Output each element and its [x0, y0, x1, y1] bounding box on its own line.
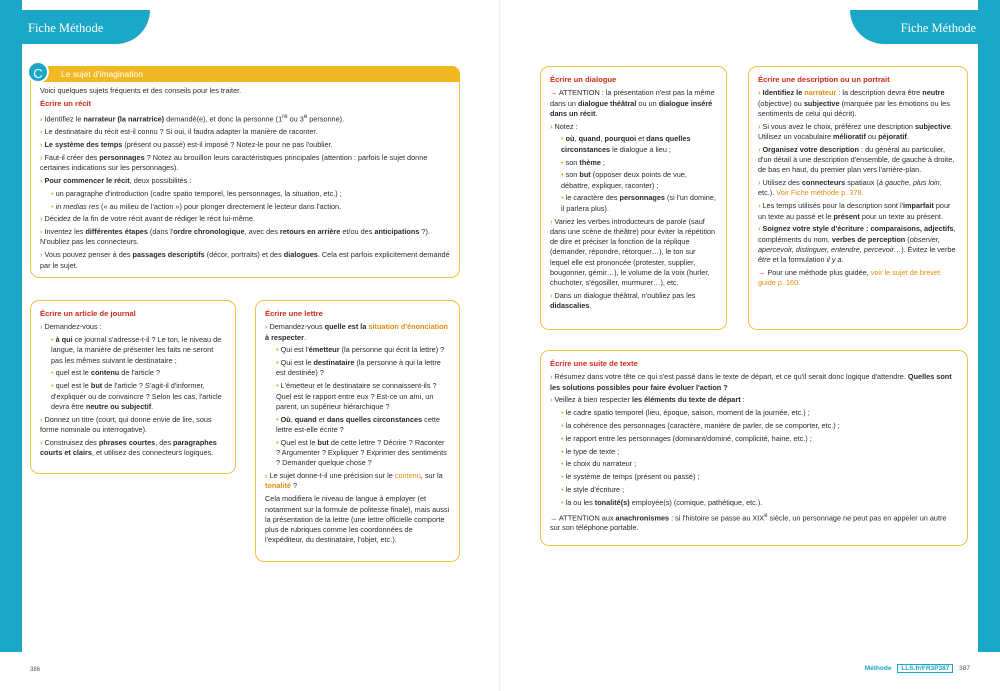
description-heading: Écrire une description ou un portrait [758, 75, 890, 84]
right-footer [865, 665, 970, 672]
left-page-title: Fiche Méthode [28, 21, 104, 35]
right-page-title: Fiche Méthode [900, 21, 976, 35]
left-page-number: 386 [30, 667, 41, 673]
journal-box: Écrire un article de journal › Demandez-vous : • à qui ce journal s'adresse-t-il ? Le ton, le niveau de langue, la manière de présenter les faits ne seront pas les mêmes suivant le destinataire ; • quel est le contenu de l'article ? • quel est le but de l'article ? S'agit-il d'informer, d'expliquer ou de convaincre ? Selon les cas, l'article devra être neutre ou subjectif. › Donnez un titre (court, qui donne envie de lire, sous forme nominale ou interrogative). › Construisez des phrases courtes, des paragraphes courts et clairs, et utilisez des connecteurs logiques. [30, 300, 236, 474]
footer-label: Méthode [864, 665, 892, 672]
dialogue-heading: Écrire un dialogue [550, 75, 617, 84]
section-c-intro: Voici quelques sujets fréquents et des conseils pour les traiter. [40, 86, 242, 95]
description-box: Écrire une description ou un portrait › Identifiez le narrateur : la description devra être neutre (objective) ou subjective (marquée par les émotions ou les sentiments de celui qui décrit). › Si vous avez le choix, préférez une description subjective. Utilisez un vocabulaire mélioratif ou péjoratif. › Organisez votre description : du général au particulier, d'un détail à une description d'ensemble, de gauche à droite, de bas en haut, du premier plan vers l'arrière-plan. › Utilisez des connecteurs spatiaux (à gauche, plus loin, etc.). Voir Fiche méthode p. 378. › Les temps utilisés pour la description sont l'imparfait pour un texte au passé et le présent pour un texte au présent. › Soignez votre style d'écriture : comparaisons, adjectifs, compléments du nom, verbes de perception (observer, apercevoir, distinguer, entendre, percevoir…). Évitez le verbe être et la formulation il y a. → Pour une méthode plus guidée, voir le sujet de brevet guide p. 160. [748, 66, 968, 330]
right-page-number: 387 [959, 665, 970, 672]
left-sidebar [0, 0, 22, 652]
recit-heading: Écrire un récit [40, 98, 92, 108]
suite-heading: Écrire une suite de texte [550, 359, 638, 368]
section-c-title: Le sujet d'imagination [41, 66, 460, 82]
section-c-box: Le sujet d'imagination C Voici quelques sujets fréquents et des conseils pour les traiter. Écrire un récit › Identifiez le narrateur (la narratrice) demandé(e), et donc la personne (1re ou 3e personne). › Le destinataire du récit est-il connu ? Si oui, il faudra adapter la manière de raconter. › Le système des temps (présent ou passé) est-il imposé ? Notez-le pour ne pas l'oublier. › Faut-il créer des personnages ? Notez au brouillon leurs caractéristiques principales (attention : parfois le sujet donne certaines indications sur les personnages). › Pour commencer le récit, deux possibilités : • un paragraphe d'introduction (cadre spatio temporel, les personnages, la situation, etc.) ; • in medias res (« au milieu de l'action ») pour plonger directement le lecteur dans l'action. › Décidez de la fin de votre récit avant de rédiger le récit lui-même. › Inventez les différentes étapes (dans l'ordre chronologique, avec des retours en arrière et/ou des anticipations ?). N'oubliez pas les connecteurs. › Vous pouvez penser à des passages descriptifs (décor, portraits) et des dialogues. Cela est parfois explicitement demandé par le sujet. [30, 66, 460, 278]
journal-heading: Écrire un article de journal [40, 309, 136, 318]
lettre-box: Écrire une lettre › Demandez-vous quelle est la situation d'énonciation à respecter. • Qui est l'émetteur (la personne qui écrit la lettre) ? • Qui est le destinataire (la personne à qui la lettre est destinée) ? • L'émetteur et le destinataire se connaissent-ils ? Quel est le rapport entre eux ? Est-ce un ami, un parent, un supérieur hiérarchique ? • Où, quand et dans quelles circonstances cette lettre est-elle écrite ? • Quel est le but de cette lettre ? Décrire ? Raconter ? Argumenter ? Expliquer ? Exprimer des sentiments ? Demander quelque chose ? › Le sujet donne-t-il une précision sur le contenu, sur la tonalité ? Cela modifiera le niveau de langue à employer (et notamment sur la formule de politesse finale), mais aussi la présentation de la lettre (une lettre officielle comporte plus de rubriques comme les coordonnées de l'expéditeur, du destinataire, l'objet, etc.). [255, 300, 460, 562]
footer-link-code[interactable]: LLS.fr/FR3P387 [897, 664, 953, 673]
lettre-heading: Écrire une lettre [265, 309, 323, 318]
right-sidebar [978, 0, 1000, 652]
page-fold [499, 0, 501, 691]
dialogue-box: Écrire un dialogue → ATTENTION : la présentation n'est pas la même dans un dialogue théâtral ou un dialogue inséré dans un récit. › Notez : • où, quand, pourquoi et dans quelles circonstances le dialogue a lieu ; • son thème ; • son but (opposer deux points de vue, débattre, expliquer, raconter) ; • le caractère des personnages (si l'un domine, il parlera plus). › Variez les verbes introducteurs de parole (sauf dans une scène de théâtre) pour éviter la répétition de dire et préciser la fonction de la réplique (demander, répondre, rétorquer…), le ton sur lequel elle est prononcée (protester, supplier, bougonner, gémir…), le volume de la voix (hurler, chuchoter, s'égosiller, murmurer…), etc. › Dans un dialogue théâtral, n'oubliez pas les didascalies. [540, 66, 727, 330]
suite-box: Écrire une suite de texte › Résumez dans votre tête ce qui s'est passé dans le texte de départ, et ce qu'il serait donc logique d'attendre. Quelles sont les solutions possibles pour faire évoluer l'action ? › Veillez à bien respecter les éléments du texte de départ : • le cadre spatio temporel (lieu, époque, saison, moment de la journée, etc.) ; • la cohérence des personnages (caractère, manière de parler, de se comporter, etc.) ; • le rapport entre les personnages (dominant/dominé, complicité, haine, etc.) ; • le type de texte ; • le choix du narrateur ; • le système de temps (présent ou passé) ; • le style d'écriture ; • la ou les tonalité(s) employée(s) (comique, pathétique, etc.). → ATTENTION aux anachronismes : si l'histoire se passe au XIXe siècle, un personnage ne peut pas en appeler un autre sur son téléphone portable. [540, 350, 968, 546]
section-c-badge: C [27, 61, 49, 83]
